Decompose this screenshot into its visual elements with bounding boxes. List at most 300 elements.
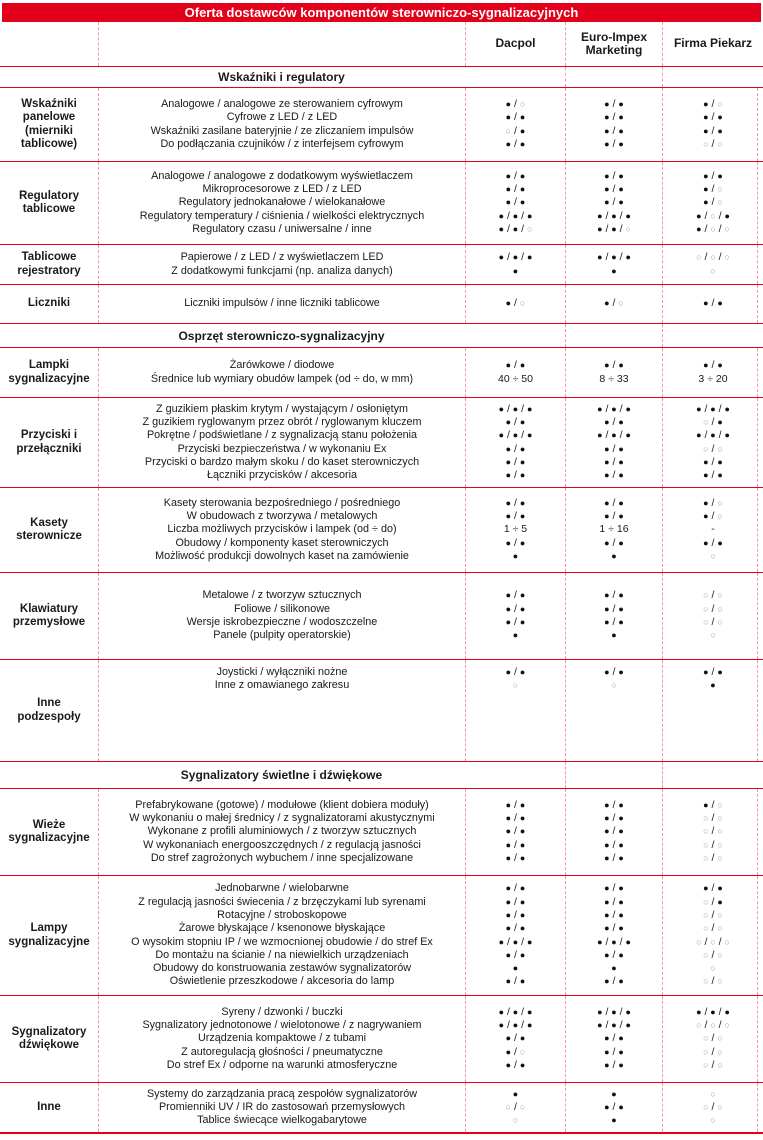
availability-value: ○ / ○ / ○ — [696, 935, 730, 948]
filled-dot-icon: ● — [505, 896, 512, 907]
filled-dot-icon: ● — [526, 210, 533, 221]
filled-dot-icon: ● — [505, 949, 512, 960]
availability-value: ● / ● / ● — [498, 402, 533, 415]
column-header-dacpol: Dacpol — [465, 22, 565, 66]
filled-dot-icon: ● — [512, 630, 519, 641]
filled-dot-icon: ● — [618, 497, 624, 508]
description-cell — [98, 876, 465, 995]
open-dot-icon: ○ — [710, 1115, 716, 1126]
filled-dot-icon: ● — [604, 949, 610, 960]
section-title: Osprzęt sterowniczo-sygnalizacyjny — [178, 328, 385, 343]
availability-value — [669, 1088, 757, 1101]
value-cell — [662, 348, 763, 397]
open-dot-icon: ○ — [717, 1059, 723, 1070]
filled-dot-icon: ● — [512, 223, 519, 234]
availability-value: 3 ÷ 20 — [698, 372, 728, 385]
open-dot-icon: ○ — [703, 852, 709, 863]
filled-dot-icon: ● — [625, 1020, 631, 1031]
filled-dot-icon: ● — [703, 456, 709, 467]
availability-value: ● / ● — [604, 825, 624, 838]
table-title: Oferta dostawców komponentów sterowniczo-sygnalizacyjnych — [2, 3, 761, 22]
filled-dot-icon: ● — [519, 667, 526, 677]
availability-value — [572, 550, 656, 563]
filled-dot-icon: ● — [696, 1006, 702, 1017]
filled-dot-icon: ● — [703, 170, 709, 181]
filled-dot-icon: ● — [618, 360, 624, 371]
availability-value: ○ / ● — [505, 124, 526, 137]
filled-dot-icon: ● — [604, 138, 610, 149]
filled-dot-icon: ● — [717, 170, 723, 181]
availability-value: ● / ● — [604, 442, 624, 455]
filled-dot-icon: ● — [505, 511, 512, 522]
filled-dot-icon: ● — [618, 590, 624, 601]
open-dot-icon: ○ — [717, 799, 723, 810]
filled-dot-icon: ● — [505, 497, 512, 508]
description-cell — [98, 245, 465, 284]
value-cell — [662, 398, 763, 487]
filled-dot-icon: ● — [604, 456, 610, 467]
availability-value: ○ / ○ — [703, 825, 723, 838]
filled-dot-icon: ● — [505, 590, 512, 601]
availability-value: ● / ● — [505, 111, 526, 124]
filled-dot-icon: ● — [505, 184, 512, 195]
availability-value — [572, 265, 656, 278]
row-description: Wersje iskrobezpieczne / wodoszczelne — [186, 616, 378, 628]
availability-value: ● / ● / ○ — [498, 222, 533, 235]
filled-dot-icon: ● — [618, 909, 624, 920]
open-dot-icon: ○ — [696, 936, 702, 947]
open-dot-icon: ○ — [710, 963, 716, 974]
group-label: Przyciski i przełączniki — [16, 429, 82, 455]
filled-dot-icon: ● — [512, 210, 519, 221]
open-dot-icon: ○ — [717, 98, 723, 109]
value-cell — [565, 285, 662, 323]
filled-dot-icon: ● — [618, 1046, 624, 1057]
value-cell — [662, 88, 763, 161]
filled-dot-icon: ● — [498, 252, 505, 263]
filled-dot-icon: ● — [611, 430, 617, 441]
row-description: Sygnalizatory jednotonowe / wielotonowe / z nagrywaniem — [142, 1019, 422, 1032]
availability-value: ○ / ○ — [703, 948, 723, 961]
filled-dot-icon: ● — [625, 210, 631, 221]
header-spacer — [0, 22, 98, 66]
filled-dot-icon: ● — [604, 125, 610, 136]
availability-value: ● / ○ — [703, 496, 723, 509]
filled-dot-icon: ● — [604, 197, 610, 208]
row-description: W wykonaniach energooszczędnych / z regulacją jasności — [143, 838, 421, 851]
availability-value: ● / ● / ● — [498, 935, 533, 948]
filled-dot-icon: ● — [498, 1020, 505, 1031]
open-dot-icon: ○ — [703, 603, 709, 614]
availability-value: ○ / ● — [703, 895, 723, 908]
availability-value: 8 ÷ 33 — [599, 372, 629, 385]
availability-value: ● / ● / ● — [597, 251, 631, 264]
open-dot-icon: ○ — [611, 680, 617, 691]
row-description: Z regulacją jasności świecenia / z brzęczykami lub syrenami — [138, 895, 426, 908]
row-description: Z dodatkowymi funkcjami (np. analiza danych) — [171, 264, 393, 277]
availability-value: ● / ○ — [703, 97, 723, 110]
availability-value: ● / ● — [703, 882, 723, 895]
filled-dot-icon: ● — [618, 184, 624, 195]
open-dot-icon: ○ — [703, 813, 709, 824]
availability-value: 40 ÷ 50 — [498, 372, 533, 385]
filled-dot-icon: ● — [611, 403, 617, 414]
availability-value: 1 ÷ 5 — [503, 523, 528, 536]
filled-dot-icon: ● — [597, 403, 603, 414]
availability-value: ● / ● — [604, 908, 624, 921]
availability-value — [472, 962, 559, 975]
availability-value: ● / ● — [604, 616, 624, 628]
availability-value: ● / ● — [604, 169, 624, 182]
table-body — [0, 67, 763, 1134]
availability-value: ● / ● — [703, 469, 723, 482]
filled-dot-icon: ● — [512, 430, 519, 441]
availability-value — [472, 629, 559, 642]
filled-dot-icon: ● — [618, 896, 624, 907]
row-description: Żarówkowe / diodowe — [229, 359, 335, 372]
filled-dot-icon: ● — [526, 936, 533, 947]
availability-value: ● / ○ — [703, 798, 723, 811]
availability-value: ● / ● — [604, 415, 624, 428]
section-header-row — [0, 324, 763, 348]
availability-value: ● / ● — [505, 616, 526, 628]
availability-value: - — [711, 523, 715, 536]
availability-value — [669, 265, 757, 278]
filled-dot-icon: ● — [604, 839, 610, 850]
filled-dot-icon: ● — [618, 1033, 624, 1044]
availability-value: ● / ○ — [703, 510, 723, 523]
availability-value: ● / ● — [604, 455, 624, 468]
group-row — [0, 660, 763, 762]
availability-value: ● / ● / ● — [696, 1005, 730, 1018]
availability-value: ● / ● — [604, 922, 624, 935]
row-description: Systemy do zarządzania pracą zespołów sygnalizatorów — [146, 1087, 418, 1100]
filled-dot-icon: ● — [618, 456, 624, 467]
filled-dot-icon: ● — [717, 896, 723, 907]
availability-value: 1 ÷ 16 — [599, 523, 629, 536]
open-dot-icon: ○ — [717, 443, 723, 454]
filled-dot-icon: ● — [498, 403, 505, 414]
availability-value: ● / ● — [505, 975, 526, 988]
open-dot-icon: ○ — [703, 923, 709, 934]
filled-dot-icon: ● — [696, 210, 702, 221]
value-cell — [565, 789, 662, 875]
value-cell — [465, 162, 565, 244]
filled-dot-icon: ● — [717, 456, 723, 467]
availability-value — [572, 629, 656, 642]
row-description: Pokrętne / podświetlane / z sygnalizacją stanu położenia — [146, 429, 418, 442]
section-header-row — [0, 762, 763, 789]
filled-dot-icon: ● — [611, 252, 617, 263]
section-spacer — [662, 324, 763, 347]
availability-value: ● / ● — [604, 798, 624, 811]
row-description: Łączniki przycisków / akcesoria — [206, 469, 357, 482]
filled-dot-icon: ● — [526, 1020, 533, 1031]
availability-value: ● / ● / ● — [597, 402, 631, 415]
filled-dot-icon: ● — [618, 197, 624, 208]
availability-value — [669, 1114, 757, 1127]
availability-value: ● / ● — [505, 895, 526, 908]
availability-value: ● / ● — [604, 1032, 624, 1045]
filled-dot-icon: ● — [519, 416, 526, 427]
filled-dot-icon: ● — [618, 1101, 624, 1112]
open-dot-icon: ○ — [717, 1046, 723, 1057]
filled-dot-icon: ● — [604, 976, 610, 987]
filled-dot-icon: ● — [604, 813, 610, 824]
open-dot-icon: ○ — [519, 98, 526, 109]
availability-value: ● / ○ / ○ — [696, 222, 730, 235]
availability-value: ● / ● — [505, 536, 526, 549]
open-dot-icon: ○ — [717, 603, 723, 614]
value-cell — [662, 162, 763, 244]
open-dot-icon: ○ — [703, 1101, 709, 1112]
filled-dot-icon: ● — [611, 936, 617, 947]
availability-value: ● / ● / ● — [696, 402, 730, 415]
availability-value: ● / ● — [505, 922, 526, 935]
filled-dot-icon: ● — [505, 603, 512, 614]
filled-dot-icon: ● — [604, 360, 610, 371]
value-cell — [565, 348, 662, 397]
open-dot-icon: ○ — [703, 617, 709, 627]
group-row — [0, 876, 763, 996]
filled-dot-icon: ● — [505, 112, 512, 123]
filled-dot-icon: ● — [519, 603, 526, 614]
filled-dot-icon: ● — [512, 403, 519, 414]
section-spacer — [565, 324, 662, 347]
filled-dot-icon: ● — [597, 1006, 603, 1017]
value-cell — [565, 398, 662, 487]
filled-dot-icon: ● — [505, 799, 512, 810]
availability-value: ● / ● — [505, 169, 526, 182]
filled-dot-icon: ● — [519, 511, 526, 522]
filled-dot-icon: ● — [703, 497, 709, 508]
availability-value: ● / ● — [604, 602, 624, 615]
description-cell — [98, 398, 465, 487]
filled-dot-icon: ● — [519, 1033, 526, 1044]
filled-dot-icon: ● — [519, 896, 526, 907]
open-dot-icon: ○ — [710, 630, 716, 641]
availability-value: ● / ● — [505, 469, 526, 482]
open-dot-icon: ○ — [505, 125, 512, 136]
availability-value: ● / ● — [703, 666, 723, 678]
open-dot-icon: ○ — [710, 1088, 716, 1099]
filled-dot-icon: ● — [618, 852, 624, 863]
availability-value: ● / ● — [604, 895, 624, 908]
section-title: Sygnalizatory świetlne i dźwiękowe — [180, 768, 383, 782]
availability-value: ● / ● / ● — [597, 935, 631, 948]
filled-dot-icon: ● — [519, 826, 526, 837]
group-row — [0, 245, 763, 285]
availability-value: ● / ● — [505, 838, 526, 851]
filled-dot-icon: ● — [604, 617, 610, 627]
row-description: Tablice świecące wielkogabarytowe — [197, 1114, 367, 1127]
filled-dot-icon: ● — [512, 936, 519, 947]
open-dot-icon: ○ — [519, 1101, 526, 1112]
filled-dot-icon: ● — [505, 839, 512, 850]
availability-value: ● / ● / ● — [498, 429, 533, 442]
availability-value: ● / ● / ● — [597, 209, 631, 222]
availability-value: ● / ● — [703, 111, 723, 124]
availability-value — [472, 679, 559, 692]
availability-value: ○ / ○ — [703, 602, 723, 615]
filled-dot-icon: ● — [604, 1033, 610, 1044]
availability-value: ● / ● — [703, 455, 723, 468]
description-cell — [98, 789, 465, 875]
availability-value: ● / ● — [505, 137, 526, 150]
filled-dot-icon: ● — [604, 909, 610, 920]
row-description: Obudowy / komponenty kaset sterowniczych — [175, 536, 389, 549]
filled-dot-icon: ● — [611, 1006, 617, 1017]
filled-dot-icon: ● — [611, 550, 617, 561]
availability-value: ● / ● / ● — [498, 1019, 533, 1032]
filled-dot-icon: ● — [505, 1059, 512, 1070]
filled-dot-icon: ● — [703, 799, 709, 810]
filled-dot-icon: ● — [519, 197, 526, 208]
row-description: Kasety sterowania bezpośredniego / pośredniego — [163, 496, 401, 509]
filled-dot-icon: ● — [519, 839, 526, 850]
group-row — [0, 1083, 763, 1134]
open-dot-icon: ○ — [717, 497, 723, 508]
filled-dot-icon: ● — [505, 667, 512, 677]
row-description: Regulatory jednokanałowe / wielokanałowe — [178, 196, 386, 209]
row-description: Promienniki UV / IR do zastosowań przemysłowych — [158, 1100, 406, 1113]
availability-value — [572, 962, 656, 975]
filled-dot-icon: ● — [703, 197, 709, 208]
availability-value: ● / ○ — [703, 183, 723, 196]
filled-dot-icon: ● — [505, 976, 512, 987]
filled-dot-icon: ● — [611, 1115, 617, 1126]
row-description: Metalowe / z tworzyw sztucznych — [202, 589, 362, 602]
group-row — [0, 789, 763, 876]
availability-value: ● / ● — [604, 183, 624, 196]
group-row — [0, 398, 763, 488]
availability-value: ● / ● / ○ — [597, 222, 631, 235]
availability-value: ○ / ○ — [703, 851, 723, 864]
filled-dot-icon: ● — [604, 603, 610, 614]
availability-value: ○ / ○ — [505, 1100, 526, 1113]
value-cell — [465, 398, 565, 487]
open-dot-icon: ○ — [717, 1033, 723, 1044]
filled-dot-icon: ● — [611, 223, 617, 234]
filled-dot-icon: ● — [696, 223, 702, 234]
availability-value: ○ / ○ / ○ — [696, 1019, 730, 1032]
section-header-row — [0, 67, 763, 88]
open-dot-icon: ○ — [703, 839, 709, 850]
open-dot-icon: ○ — [710, 936, 716, 947]
filled-dot-icon: ● — [618, 125, 624, 136]
value-cell — [662, 245, 763, 284]
header-spacer — [98, 22, 465, 66]
open-dot-icon: ○ — [717, 813, 723, 824]
open-dot-icon: ○ — [512, 1115, 519, 1126]
filled-dot-icon: ● — [597, 1020, 603, 1031]
group-label: Lampki sygnalizacyjne — [8, 359, 90, 385]
filled-dot-icon: ● — [618, 537, 624, 548]
filled-dot-icon: ● — [505, 170, 512, 181]
filled-dot-icon: ● — [505, 909, 512, 920]
row-description: Wskaźniki zasilane bateryjnie / ze zliczaniem impulsów — [150, 124, 414, 137]
filled-dot-icon: ● — [604, 470, 610, 481]
open-dot-icon: ○ — [710, 1020, 716, 1031]
filled-dot-icon: ● — [512, 1006, 519, 1017]
filled-dot-icon: ● — [604, 170, 610, 181]
availability-value: ○ / ○ — [703, 922, 723, 935]
open-dot-icon: ○ — [717, 976, 723, 987]
description-cell — [98, 348, 465, 397]
open-dot-icon: ○ — [717, 197, 723, 208]
description-cell — [98, 162, 465, 244]
row-description: Rotacyjne / stroboskopowe — [217, 908, 347, 921]
filled-dot-icon: ● — [703, 98, 709, 109]
filled-dot-icon: ● — [604, 443, 610, 454]
filled-dot-icon: ● — [505, 852, 512, 863]
availability-value: ● / ● — [604, 948, 624, 961]
section-spacer — [565, 762, 662, 788]
filled-dot-icon: ● — [604, 497, 610, 508]
availability-value: ● / ● — [604, 1100, 624, 1113]
value-cell — [565, 488, 662, 572]
row-description: Do montażu na ścianie / na niewielkich urządzeniach — [155, 948, 409, 961]
filled-dot-icon: ● — [625, 936, 631, 947]
availability-value — [572, 1088, 656, 1101]
filled-dot-icon: ● — [604, 590, 610, 601]
open-dot-icon: ○ — [703, 590, 709, 601]
open-dot-icon: ○ — [696, 252, 702, 263]
description-cell — [98, 285, 465, 323]
filled-dot-icon: ● — [618, 839, 624, 850]
filled-dot-icon: ● — [703, 537, 709, 548]
value-cell — [465, 245, 565, 284]
section-spacer — [565, 67, 662, 87]
filled-dot-icon: ● — [505, 1033, 512, 1044]
group-label: Regulatory tablicowe — [18, 189, 80, 215]
filled-dot-icon: ● — [703, 667, 709, 677]
open-dot-icon: ○ — [703, 826, 709, 837]
filled-dot-icon: ● — [717, 360, 723, 371]
availability-value: ● / ● — [505, 1058, 526, 1071]
filled-dot-icon: ● — [505, 456, 512, 467]
filled-dot-icon: ● — [625, 1006, 631, 1017]
filled-dot-icon: ● — [498, 430, 505, 441]
value-cell — [662, 789, 763, 875]
availability-value: ● / ● — [505, 183, 526, 196]
open-dot-icon: ○ — [519, 1046, 526, 1057]
group-label: Tablicowe rejestratory — [17, 251, 81, 277]
filled-dot-icon: ● — [512, 265, 519, 276]
availability-value: ● / ● — [505, 908, 526, 921]
filled-dot-icon: ● — [618, 416, 624, 427]
row-description: Regulatory temperatury / ciśnienia / wielkości elektrycznych — [139, 209, 425, 222]
section-title: Wskaźniki i regulatory — [218, 70, 345, 84]
filled-dot-icon: ● — [505, 813, 512, 824]
availability-value — [472, 1114, 559, 1127]
value-cell — [565, 876, 662, 995]
section-spacer — [662, 67, 763, 87]
row-description: Do stref Ex / odporne na warunki atmosferyczne — [166, 1058, 398, 1071]
availability-value: ○ / ○ — [703, 1058, 723, 1071]
availability-value: ○ / ○ — [703, 589, 723, 602]
description-cell — [98, 660, 465, 761]
availability-value: ● / ● — [505, 1032, 526, 1045]
filled-dot-icon: ● — [724, 403, 730, 414]
filled-dot-icon: ● — [505, 1046, 512, 1057]
availability-value: ● / ● — [604, 536, 624, 549]
availability-value: ○ / ○ — [703, 137, 723, 150]
row-description: Możliwość produkcji dowolnych kaset na zamówienie — [155, 549, 409, 562]
group-row — [0, 996, 763, 1083]
row-description: Żarowe błyskające / ksenonowe błyskające — [178, 922, 386, 935]
availability-value: ● / ● — [505, 825, 526, 838]
